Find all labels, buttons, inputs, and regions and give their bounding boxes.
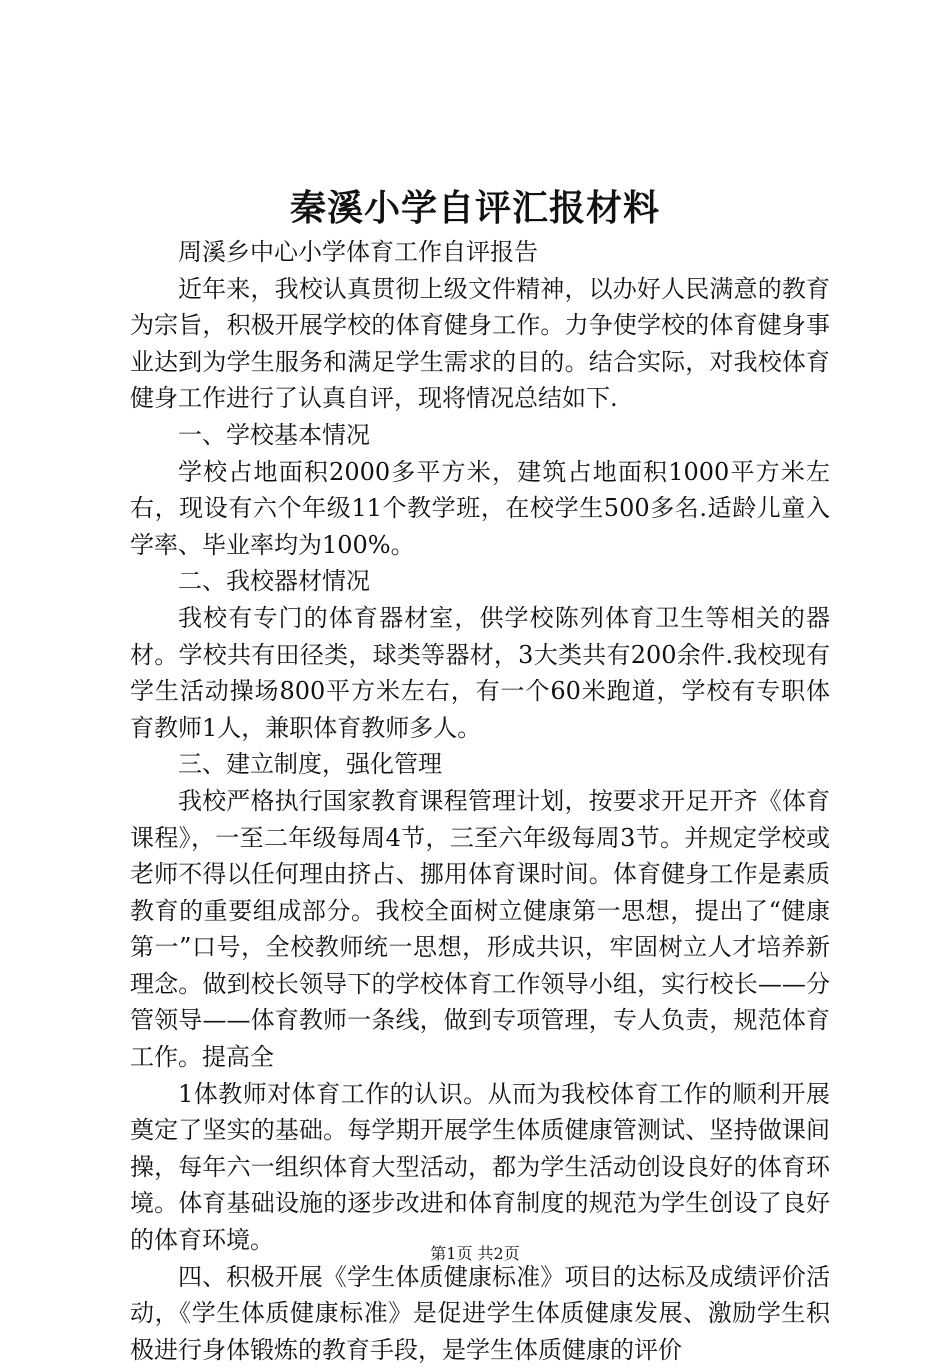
section-1-paragraph: 学校占地面积2000多平方米，建筑占地面积1000平方米左右，现设有六个年级11个教学班，在校学生500多名.适龄儿童入学率、毕业率均为100%。 [130, 457, 830, 559]
subtitle-paragraph: 周溪乡中心小学体育工作自评报告 [178, 238, 538, 266]
document-title: 秦溪小学自评汇报材料 [289, 187, 660, 229]
page-number-footer: 第1页 共2页 [430, 1244, 520, 1263]
section-3-paragraph: 我校严格执行国家教育课程管理计划，按要求开足开齐《体育课程》，一至二年级每周4节，三至六年级每周3节。并规定学校或老师不得以任何理由挤占、挪用体育课时间。体育健身工作是素质教育的重要组成部分。我校全面树立健康第一思想，提出了“健康第一”口号，全校教师统一思想，形成共识，牢固树立人才培养新理念。做到校长领导下的学校体育工作领导小组，实行校长——分管领导——体育教师一条线，做到专项管理，专人负责，规范体育工作。提高全 [130, 786, 830, 1072]
section-heading-1: 一、学校基本情况 [178, 420, 370, 449]
section-heading-2: 二、我校器材情况 [178, 567, 370, 596]
section-3-continued-paragraph: 1体教师对体育工作的认识。从而为我校体育工作的顺利开展奠定了坚实的基础。每学期开展学生体质健康管测试、坚持做课间操，每年六一组织体育大型活动，都为学生活动创设良好的体育环境。体育基础设施的逐步改进和体育制度的规范为学生创设了良好的体育环境。 [130, 1079, 830, 1255]
section-4-paragraph: 四、积极开展《学生体质健康标准》项目的达标及成绩评价活动，《学生体质健康标准》是促进学生体质健康发展、激励学生积极进行身体锻炼的教育手段，是学生体质健康的评价 [130, 1262, 830, 1364]
section-2-paragraph: 我校有专门的体育器材室，供学校陈列体育卫生等相关的器材。学校共有田径类，球类等器材，3大类共有200余件.我校现有学生活动操场800平方米左右，有一个60米跑道，学校有专职体育教师1人，兼职体育教师多人。 [130, 603, 830, 742]
document-body [130, 234, 830, 1368]
section-heading-3: 三、建立制度，强化管理 [178, 750, 442, 779]
intro-paragraph: 近年来，我校认真贯彻上级文件精神，以办好人民满意的教育为宗旨，积极开展学校的体育健身工作。力争使学校的体育健身事业达到为学生服务和满足学生需求的目的。结合实际，对我校体育健身工作进行了认真自评，现将情况总结如下. [130, 274, 830, 413]
